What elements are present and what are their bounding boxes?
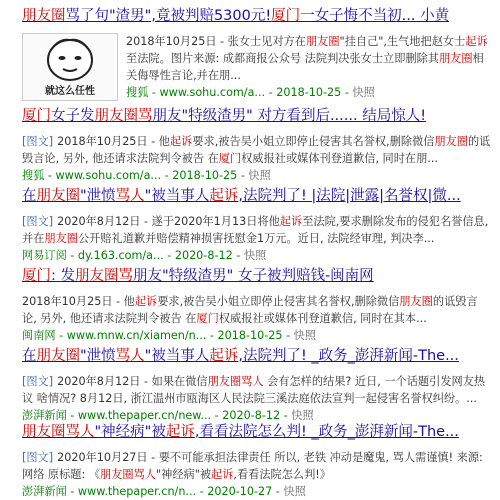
result-source-url[interactable]: 澎湃新闻 - www.thepaper.cn/new... - 2020-8-12 - <box>22 409 292 422</box>
image-text-tag: [图文] <box>22 451 54 464</box>
snapshot-link[interactable]: 快照 <box>291 409 314 422</box>
result-source-url[interactable]: 搜狐 - www.sohu.com/a... - 2018-10-25 - <box>126 86 353 99</box>
highlighted-keyword: 骂人 <box>241 375 264 388</box>
text-run: 要求,被告吴小姐立即停止侵害其名誉权,删除微信 <box>157 295 400 308</box>
text-run: 朋友"特级渣男" 对方看到后...... 结局惊人! <box>152 108 427 124</box>
highlighted-keyword: 起诉 <box>209 188 239 204</box>
text-run: 至法院。图片来源: 成都商报公众号 法院判决张女士立即删除其 <box>126 52 439 65</box>
text-run: "挂自己",生气地把赵女士 <box>339 35 466 48</box>
result-snippet <box>22 449 492 483</box>
text-run: ,法院判了! |法院|泄露|名誉权|微... <box>238 188 461 204</box>
result-body <box>22 133 492 184</box>
result-source-url[interactable]: 澎湃新闻 - www.thepaper.cn/n... - 2020-10-27 - <box>22 485 284 498</box>
highlighted-keyword: 骂人 <box>115 348 145 364</box>
text-run: 2020年8月12日 - 遂于2020年1月13日将他 <box>57 215 280 228</box>
text-run: 2020年10月27日 - 要不可能承担法律责任 所以, 老铁 冲动是魔鬼, 骂人需谨慎! 来源: 网络 原标题: 《 <box>22 451 483 481</box>
text-run: "泄愤 <box>80 188 116 204</box>
highlighted-keyword: 骂人 <box>133 468 156 481</box>
result-meta <box>22 327 492 344</box>
text-run: 要求,被告吴小姐立即停止侵害其名誉权,删除微信 <box>192 135 435 148</box>
text-run: ,看看法院怎么判! _政务_澎湃新闻-The... <box>194 424 459 440</box>
highlighted-keyword: 朋友圈 <box>75 268 119 284</box>
highlighted-keyword: 起诉 <box>209 348 239 364</box>
result-meta <box>22 167 492 184</box>
text-run: 2018年10月25日 - 他 <box>57 135 170 148</box>
result-snippet <box>22 293 492 327</box>
result-meta <box>22 247 492 264</box>
highlighted-keyword: 起诉 <box>134 295 158 308</box>
text-run: 至法院,要求删除发布的侵犯名誉信息,并在 <box>22 215 489 245</box>
thumbnail-caption: 就这么任性 <box>45 86 95 97</box>
image-text-tag: [图文] <box>22 375 54 388</box>
text-run: "被当事人 <box>144 348 210 364</box>
image-text-tag: [图文] <box>22 215 54 228</box>
highlighted-keyword: 朋友圈 <box>399 295 433 308</box>
snapshot-link[interactable]: 快照 <box>352 86 375 99</box>
highlighted-keyword: 厦门 <box>271 8 301 24</box>
text-run: ,法院判了! _政务_澎湃新闻-The... <box>238 348 459 364</box>
text-run: 公开赔礼道歉并赔偿精神损害抚慰金1万元。近日, 法院经审理, 判决李... <box>77 232 435 245</box>
highlighted-keyword: 骂 <box>138 108 153 124</box>
result-snippet <box>22 133 492 167</box>
text-run: 一女子悔不当初... 小黄 <box>300 8 450 24</box>
text-run: "泄愤 <box>80 348 116 364</box>
result-body <box>22 449 492 500</box>
highlighted-keyword: 骂 <box>118 268 133 284</box>
image-text-tag: [图文] <box>22 135 54 148</box>
result-snippet <box>22 213 492 247</box>
result-title-link[interactable] <box>22 422 492 442</box>
result-snippet-text <box>22 135 490 165</box>
highlighted-keyword: 朋友圈 <box>94 108 138 124</box>
result-meta <box>126 84 492 101</box>
highlighted-keyword: 厦门 <box>218 152 242 165</box>
text-run: "神经病"被 <box>155 468 212 481</box>
result-body <box>126 33 492 101</box>
result-source-url[interactable]: 网易订阅 - dy.163.com/a... - 2020-8-12 - <box>22 249 244 262</box>
highlighted-keyword: 起诉 <box>279 215 303 228</box>
text-run: 在 <box>22 188 37 204</box>
result-source-url[interactable]: 搜狐 - www.sohu.com/a... - 2018-10-25 - <box>22 169 249 182</box>
text-run: 权威报社或媒体刊登道歉信, 同时在其本... <box>218 312 427 325</box>
highlighted-keyword: 厦门 <box>22 108 51 124</box>
highlighted-keyword: 起诉 <box>169 135 193 148</box>
highlighted-keyword: 厦门 <box>22 268 51 284</box>
text-run: 权威报社或媒体刊登道歉信, 同时在朋... <box>241 152 438 165</box>
text-run: 的诋毁言论, 另外, 他还请求法院判令被告 在 <box>22 295 478 325</box>
result-snippet <box>22 373 492 407</box>
highlighted-keyword: 骂人 <box>115 188 145 204</box>
highlighted-keyword: 起诉 <box>211 468 234 481</box>
result-snippet-text <box>22 375 485 405</box>
text-run: : 发 <box>51 268 75 284</box>
highlighted-keyword: 朋友圈 <box>434 135 468 148</box>
result-title-link[interactable] <box>22 106 492 126</box>
result-title-link[interactable] <box>22 186 492 206</box>
text-run: 2020年8月12日 - 如果在微信 <box>57 375 208 388</box>
text-run: "神经病"被 <box>94 424 166 440</box>
highlighted-keyword: 朋友圈 <box>207 375 242 388</box>
result-snippet <box>126 33 492 84</box>
highlighted-keyword: 起诉 <box>165 424 195 440</box>
snapshot-link[interactable]: 快照 <box>248 169 271 182</box>
text-run: 在 <box>22 348 37 364</box>
highlighted-keyword: 起诉 <box>465 35 488 48</box>
highlighted-keyword: 朋友圈 <box>36 188 80 204</box>
snapshot-link[interactable]: 快照 <box>243 249 267 262</box>
highlighted-keyword: 厦门 <box>196 312 219 325</box>
highlighted-keyword: 朋友圈 <box>36 348 80 364</box>
text-run: 的诋毁言论, 另外, 他还请求法院判令被告 在 <box>22 135 491 165</box>
text-run: 2018年10月25日 - 他 <box>22 295 135 308</box>
text-run: 骂了句"渣男",竟被判赔5300元! <box>65 8 272 24</box>
text-run: 2018年10月25日 - 张女士见对方在 <box>126 35 306 48</box>
text-run: ,看看法院怎么判!》 <box>233 468 331 481</box>
text-run: 朋友"特级渣男" 女子被判赔钱-闽南网 <box>133 268 374 284</box>
result-snippet-text <box>22 451 483 481</box>
snapshot-link[interactable]: 快照 <box>293 329 317 342</box>
highlighted-keyword: 朋友圈 <box>44 232 78 245</box>
highlighted-keyword: 朋友圈 <box>100 468 134 481</box>
result-snippet-text <box>22 215 488 245</box>
text-run: 相关侮辱性言论,并在朋... <box>126 52 484 82</box>
text-run: 会有怎样的结果? 近日, 一个话题引发网友热议 啥情况? 8月12日, 浙江温州市瓯海区人民法院三溪法庭依法宣判一起侵害名誉权纠纷。... <box>22 375 486 405</box>
result-title-link[interactable] <box>22 266 492 286</box>
highlighted-keyword: 朋友圈 <box>22 8 66 24</box>
result-title-link[interactable] <box>22 346 492 366</box>
result-body <box>22 213 492 264</box>
result-thumbnail[interactable] <box>22 33 118 101</box>
highlighted-keyword: 朋友圈 <box>438 52 473 65</box>
result-source-url[interactable]: 闽南网 - www.mnw.cn/xiamen/n... - 2018-10-25 - <box>22 329 294 342</box>
text-run: 女子发 <box>51 108 95 124</box>
text-run: "被当事人 <box>144 188 210 204</box>
highlighted-keyword: 朋友圈 <box>22 424 66 440</box>
highlighted-keyword: 骂人 <box>65 424 95 440</box>
result-body <box>22 373 492 424</box>
result-title-link[interactable] <box>22 6 492 26</box>
highlighted-keyword: 朋友圈 <box>305 35 340 48</box>
result-body <box>22 293 492 344</box>
snapshot-link[interactable]: 快照 <box>283 485 306 498</box>
